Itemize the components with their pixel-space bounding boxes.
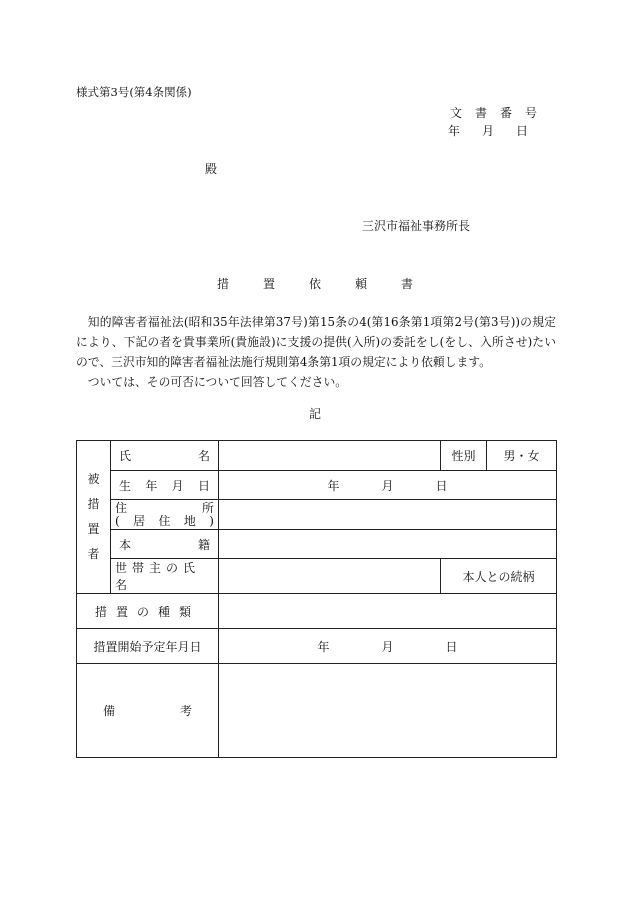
table-row-name (77, 441, 557, 471)
address-label-char: ( (115, 513, 120, 528)
remarks-label-char: 考 (179, 704, 192, 718)
householder-value-cell[interactable] (219, 559, 441, 594)
body-paragraph-2: ついては、その可否について回答してください。 (87, 375, 348, 389)
address-label-char: 所 (201, 500, 214, 515)
remarks-label-cell (77, 664, 219, 758)
measure-type-label-cell (77, 594, 219, 629)
birth-label-char: 月 (171, 478, 184, 493)
address-label-cell (111, 500, 219, 530)
address-value-cell[interactable] (219, 500, 557, 530)
date-label: 年月日 (447, 124, 550, 138)
birth-label-char: 日 (197, 478, 210, 493)
group-label-char: 措 (87, 497, 100, 511)
group-label-char: 者 (87, 547, 100, 561)
relation-label-cell: 本人との続柄 (441, 559, 557, 594)
start-year-label: 年 (317, 639, 330, 654)
domicile-value-cell[interactable] (219, 530, 557, 559)
start-date-value-cell[interactable] (219, 629, 557, 664)
table-row-birth (77, 471, 557, 500)
birth-day-label: 日 (435, 478, 448, 493)
birth-month-label: 月 (381, 478, 394, 493)
measure-type-label: 措置の種類 (94, 604, 200, 619)
body-paragraph-1: 知的障害者福祉法(昭和35年法律第37号)第15条の4(第16条第1項第2号(第3号))の規定により、下記の者を貴事業所(貴施設)に支援の提供(入所)の委託をし(をし、入所させ)たいので、三沢市知的障害者福祉法施行規則第4条第1項の規定により依頼します。 (76, 315, 556, 369)
birth-value-cell[interactable] (219, 471, 557, 500)
start-month-label: 月 (381, 639, 394, 654)
address-label-char: 居 (133, 513, 146, 528)
address-label-char: 地 (183, 513, 196, 528)
gender-value-cell[interactable]: 男・女 (487, 441, 557, 471)
birth-label-char: 生 (119, 478, 132, 493)
address-label-char: 住 (158, 513, 171, 528)
table-row-address (77, 500, 557, 530)
address-label-char: 住 (115, 500, 128, 515)
sender-name: 三沢市福祉事務所長 (362, 219, 471, 233)
name-label-char: 名 (197, 449, 210, 463)
start-date-label-cell: 措置開始予定年月日 (77, 629, 219, 664)
form-number: 様式第3号(第4条関係) (76, 85, 192, 99)
addressee-suffix: 殿 (205, 162, 218, 176)
householder-label: 世帯主の氏名 (115, 561, 201, 592)
address-label-char: ) (209, 513, 214, 528)
name-label-cell (111, 441, 219, 471)
body-text (76, 312, 556, 392)
domicile-label-cell (111, 530, 219, 559)
table-row-measure-type (77, 594, 557, 629)
birth-label-char: 年 (145, 478, 158, 493)
subject-table (76, 440, 557, 758)
group-label-char: 置 (87, 522, 100, 536)
group-label-cell (77, 441, 111, 594)
gender-label-cell: 性別 (441, 441, 487, 471)
document-number-label: 文書番号 (449, 106, 550, 120)
domicile-label-char: 籍 (197, 537, 210, 552)
birth-year-label: 年 (327, 478, 340, 493)
table-row-householder (77, 559, 557, 594)
householder-label-cell (111, 559, 219, 594)
start-day-label: 日 (445, 639, 458, 654)
table-row-start-date (77, 629, 557, 664)
name-label-char: 氏 (119, 449, 132, 463)
remarks-label-char: 備 (103, 704, 116, 718)
domicile-label-char: 本 (119, 537, 132, 552)
remarks-value-cell[interactable] (219, 664, 557, 758)
measure-type-value-cell[interactable] (219, 594, 557, 629)
table-row-remarks (77, 664, 557, 758)
table-row-domicile (77, 530, 557, 559)
group-label-char: 被 (87, 472, 100, 486)
birth-label-cell (111, 471, 219, 500)
ki-heading: 記 (308, 407, 321, 421)
name-value-cell[interactable] (219, 441, 441, 471)
document-title: 措置依頼書 (216, 277, 447, 291)
